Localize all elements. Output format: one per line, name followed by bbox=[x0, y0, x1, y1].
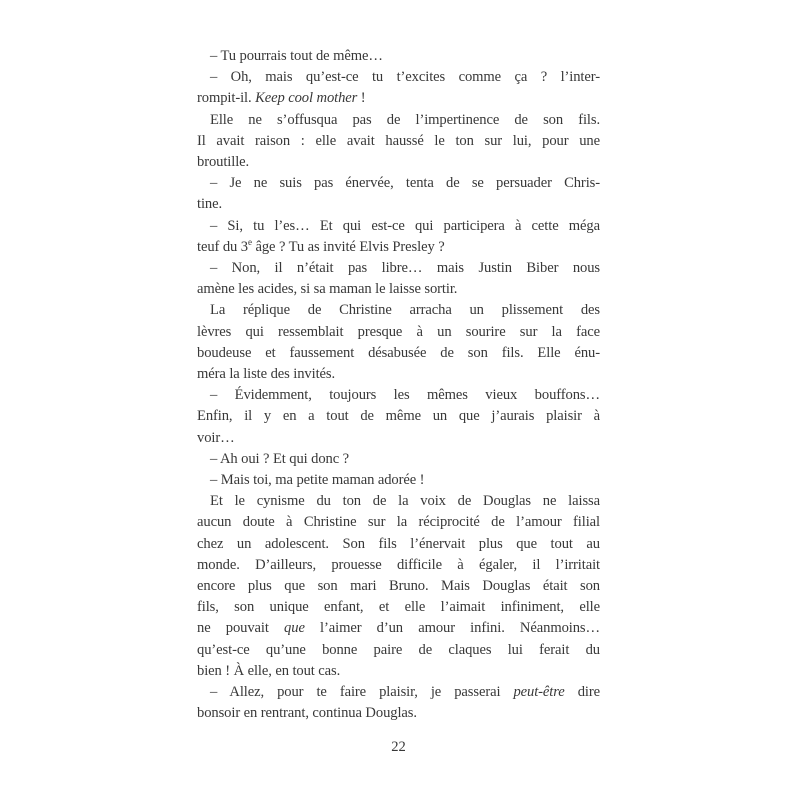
text-line bbox=[197, 661, 600, 682]
text-segment: – Oh, mais qu’est-ce tu t’excites comme ça ? l’inter- bbox=[210, 69, 600, 86]
text-line bbox=[197, 597, 600, 618]
text-segment: ! bbox=[357, 90, 366, 107]
text-line bbox=[197, 152, 600, 173]
text-line bbox=[197, 322, 600, 343]
text-segment: bien ! À elle, en tout cas. bbox=[197, 662, 341, 679]
text-line bbox=[197, 406, 600, 427]
text-line bbox=[197, 449, 600, 470]
text-line bbox=[197, 279, 600, 300]
text-segment: – Ah oui ? Et qui donc ? bbox=[210, 450, 350, 467]
text-line bbox=[197, 364, 600, 385]
text-segment: – Évidemment, toujours les mêmes vieux bouffons… bbox=[210, 387, 600, 404]
text-line bbox=[197, 237, 600, 258]
text-line bbox=[197, 491, 600, 512]
text-segment: voir… bbox=[197, 429, 235, 446]
text-line bbox=[197, 385, 600, 406]
text-line bbox=[197, 576, 600, 597]
superscript-text: e bbox=[247, 236, 252, 247]
italic-text: Keep cool mother bbox=[255, 90, 358, 107]
text-segment: Enfin, il y en a tout de même un que j’aurais plaisir à bbox=[197, 408, 600, 425]
text-line bbox=[197, 428, 600, 449]
text-line bbox=[197, 110, 600, 131]
text-segment: fils, son unique enfant, et elle l’aimait infiniment, elle bbox=[197, 599, 600, 616]
italic-text: peut-être bbox=[513, 684, 565, 701]
text-segment: amène les acides, si sa maman le laisse sortir. bbox=[197, 281, 458, 298]
text-line bbox=[197, 131, 600, 152]
text-line bbox=[197, 555, 600, 576]
text-segment: – Mais toi, ma petite maman adorée ! bbox=[210, 472, 425, 489]
text-segment: broutille. bbox=[197, 154, 250, 171]
text-line bbox=[197, 173, 600, 194]
text-segment: – Tu pourrais tout de même… bbox=[210, 48, 383, 64]
text-line bbox=[197, 640, 600, 661]
text-segment: tine. bbox=[197, 196, 223, 213]
text-line bbox=[197, 216, 600, 237]
text-segment: ne pouvait bbox=[197, 620, 285, 637]
text-segment: Il avait raison : elle avait haussé le ton sur lui, pour une bbox=[197, 132, 600, 149]
text-segment: Et le cynisme du ton de la voix de Douglas ne laissa bbox=[210, 493, 600, 510]
text-line bbox=[197, 470, 600, 491]
text-line bbox=[197, 703, 600, 724]
page-text bbox=[197, 46, 600, 725]
text-segment: La réplique de Christine arracha un plissement des bbox=[210, 302, 600, 319]
text-line bbox=[197, 67, 600, 88]
text-line bbox=[197, 46, 600, 67]
text-segment: boudeuse et faussement désabusée de son fils. Elle énu- bbox=[197, 344, 600, 361]
text-line bbox=[197, 512, 600, 533]
text-line bbox=[197, 300, 600, 321]
text-line bbox=[197, 88, 600, 109]
text-segment: qu’est-ce qu’une bonne paire de claques lui ferait du bbox=[197, 641, 600, 658]
text-segment: monde. D’ailleurs, prouesse difficile à égaler, il l’irritait bbox=[197, 556, 600, 573]
text-line bbox=[197, 343, 600, 364]
text-segment: – Non, il n’était pas libre… mais Justin Biber nous bbox=[210, 260, 600, 277]
text-line bbox=[197, 618, 600, 639]
text-line bbox=[197, 534, 600, 555]
text-segment: – Je ne suis pas énervée, tenta de se persuader Chris- bbox=[210, 175, 600, 192]
text-segment: encore plus que son mari Bruno. Mais Douglas était son bbox=[197, 578, 600, 595]
page-number: 22 bbox=[391, 739, 406, 755]
text-segment: teuf du 3 bbox=[197, 238, 248, 255]
text-segment: méra la liste des invités. bbox=[197, 366, 336, 383]
text-segment: bonsoir en rentrant, continua Douglas. bbox=[197, 705, 417, 722]
text-segment: dire bbox=[564, 684, 600, 701]
text-line bbox=[197, 194, 600, 215]
text-segment: lèvres qui ressemblait presque à un sourire sur la face bbox=[197, 323, 600, 340]
text-segment: chez un adolescent. Son fils l’énervait plus que tout au bbox=[197, 535, 600, 552]
text-segment: – Allez, pour te faire plaisir, je passerai bbox=[210, 684, 514, 701]
italic-text: que bbox=[284, 620, 305, 637]
text-segment: aucun doute à Christine sur la réciprocité de l’amour filial bbox=[197, 514, 600, 531]
text-segment: l’aimer d’un amour infini. Néanmoins… bbox=[304, 620, 600, 637]
text-line bbox=[197, 682, 600, 703]
text-segment: âge ? Tu as invité Elvis Presley ? bbox=[251, 238, 445, 255]
text-segment: – Si, tu l’es… Et qui est-ce qui participera à cette méga bbox=[210, 217, 600, 234]
text-segment: rompit-il. bbox=[197, 90, 256, 107]
text-segment: Elle ne s’offusqua pas de l’impertinence de son fils. bbox=[210, 111, 600, 128]
text-line bbox=[197, 258, 600, 279]
